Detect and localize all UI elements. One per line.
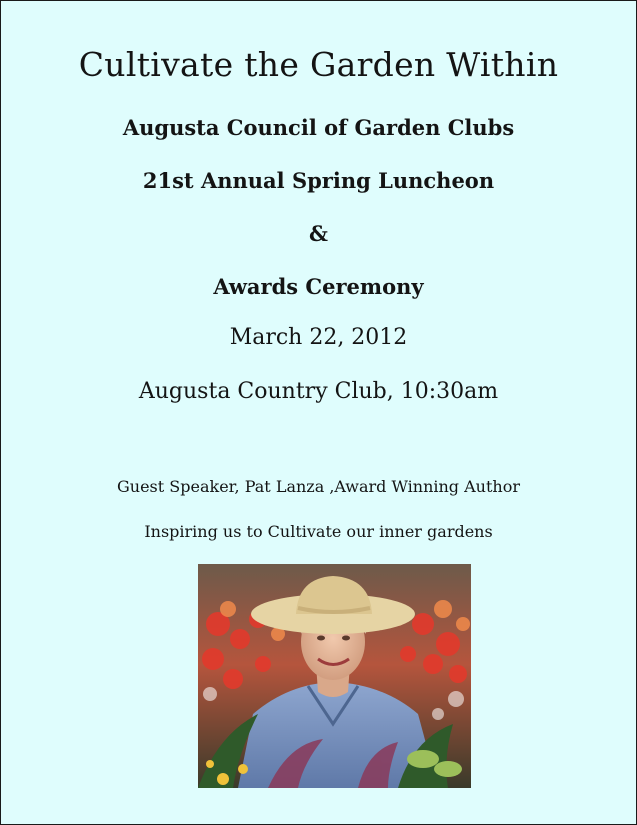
event-date: March 22, 2012 bbox=[229, 325, 408, 350]
organization-name: Augusta Council of Garden Clubs bbox=[122, 115, 515, 140]
ampersand: & bbox=[309, 221, 328, 246]
speaker-photo bbox=[198, 564, 471, 788]
event-venue: Augusta Country Club, 10:30am bbox=[138, 379, 499, 404]
event-tagline: Inspiring us to Cultivate our inner gardens bbox=[144, 522, 493, 541]
flyer-title: Cultivate the Garden Within bbox=[78, 45, 559, 84]
ceremony-name: Awards Ceremony bbox=[213, 274, 424, 299]
event-name: 21st Annual Spring Luncheon bbox=[142, 168, 495, 193]
guest-speaker: Guest Speaker, Pat Lanza ,Award Winning Author bbox=[117, 477, 520, 496]
